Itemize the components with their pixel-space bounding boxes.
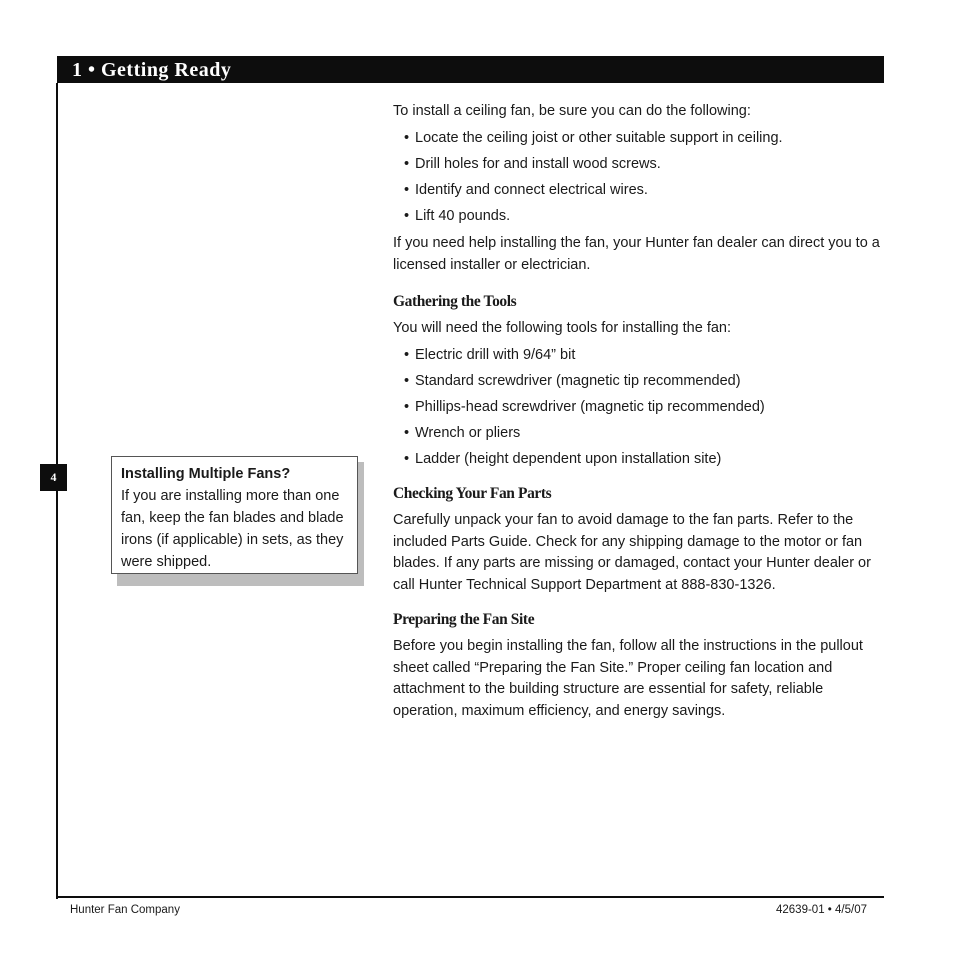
tools-lead: You will need the following tools for installing the fan: [393, 320, 732, 336]
list-item [404, 128, 888, 150]
parts-paragraph: Carefully unpack your fan to avoid damage to the fan parts. Refer to the included Parts Guide. Check for any shipping damage to the motor or fan blades. If any parts are missing or damaged, contact your Hunter dealer or call Hunter Technical Support Department at 888-830-1326. [393, 512, 871, 593]
section-header-bar [57, 56, 884, 83]
list-item-text: Drill holes for and install wood screws. [415, 155, 661, 172]
list-item-text: Ladder (height dependent upon installation site) [415, 450, 722, 467]
list-item [404, 154, 888, 176]
tools-heading: Gathering the Tools [393, 293, 517, 310]
list-item-text: Locate the ceiling joist or other suitable support in ceiling. [415, 129, 783, 146]
list-item [404, 206, 888, 228]
page-number-tab: 4 [40, 464, 67, 491]
bottom-border-rule [56, 896, 884, 898]
tools-list [393, 345, 888, 471]
list-item-text: Standard screwdriver (magnetic tip recommended) [415, 372, 741, 389]
list-item [404, 423, 888, 445]
callout-title: Installing Multiple Fans? [121, 466, 291, 482]
list-item [404, 371, 888, 393]
site-heading: Preparing the Fan Site [393, 611, 535, 628]
list-item-text: Phillips-head screwdriver (magnetic tip recommended) [415, 398, 765, 415]
parts-heading: Checking Your Fan Parts [393, 485, 552, 502]
bullet-icon: • [404, 424, 410, 441]
help-paragraph: If you need help installing the fan, your Hunter fan dealer can direct you to a licensed installer or electrician. [393, 235, 880, 273]
bullet-icon: • [404, 346, 410, 363]
footer-company: Hunter Fan Company [70, 904, 180, 916]
section-title: 1 • Getting Ready [72, 59, 232, 81]
left-border-rule [56, 83, 58, 899]
requirements-list [393, 128, 888, 228]
tip-callout-box [111, 456, 358, 574]
bullet-icon: • [404, 181, 410, 198]
list-item [404, 180, 888, 202]
bullet-icon: • [404, 129, 410, 146]
bullet-icon: • [404, 372, 410, 389]
bullet-icon: • [404, 155, 410, 172]
footer-doc-id: 42639-01 • 4/5/07 [776, 904, 867, 916]
list-item-text: Wrench or pliers [415, 424, 521, 441]
bullet-icon: • [404, 398, 410, 415]
list-item-text: Lift 40 pounds. [415, 207, 511, 224]
intro-lead: To install a ceiling fan, be sure you can do the following: [393, 103, 751, 119]
site-paragraph: Before you begin installing the fan, follow all the instructions in the pullout sheet called “Preparing the Fan Site.” Proper ceiling fan location and attachment to the building structure are essential for safety, reliable operation, maximum efficiency, and energy savings. [393, 638, 863, 719]
list-item-text: Electric drill with 9/64” bit [415, 346, 576, 363]
list-item [404, 345, 888, 367]
list-item-text: Identify and connect electrical wires. [415, 181, 648, 198]
list-item [404, 397, 888, 419]
bullet-icon: • [404, 207, 410, 224]
main-content [393, 101, 888, 722]
callout-body: If you are installing more than one fan, keep the fan blades and blade irons (if applicable) in sets, as they were shipped. [121, 488, 344, 570]
list-item [404, 449, 888, 471]
bullet-icon: • [404, 450, 410, 467]
